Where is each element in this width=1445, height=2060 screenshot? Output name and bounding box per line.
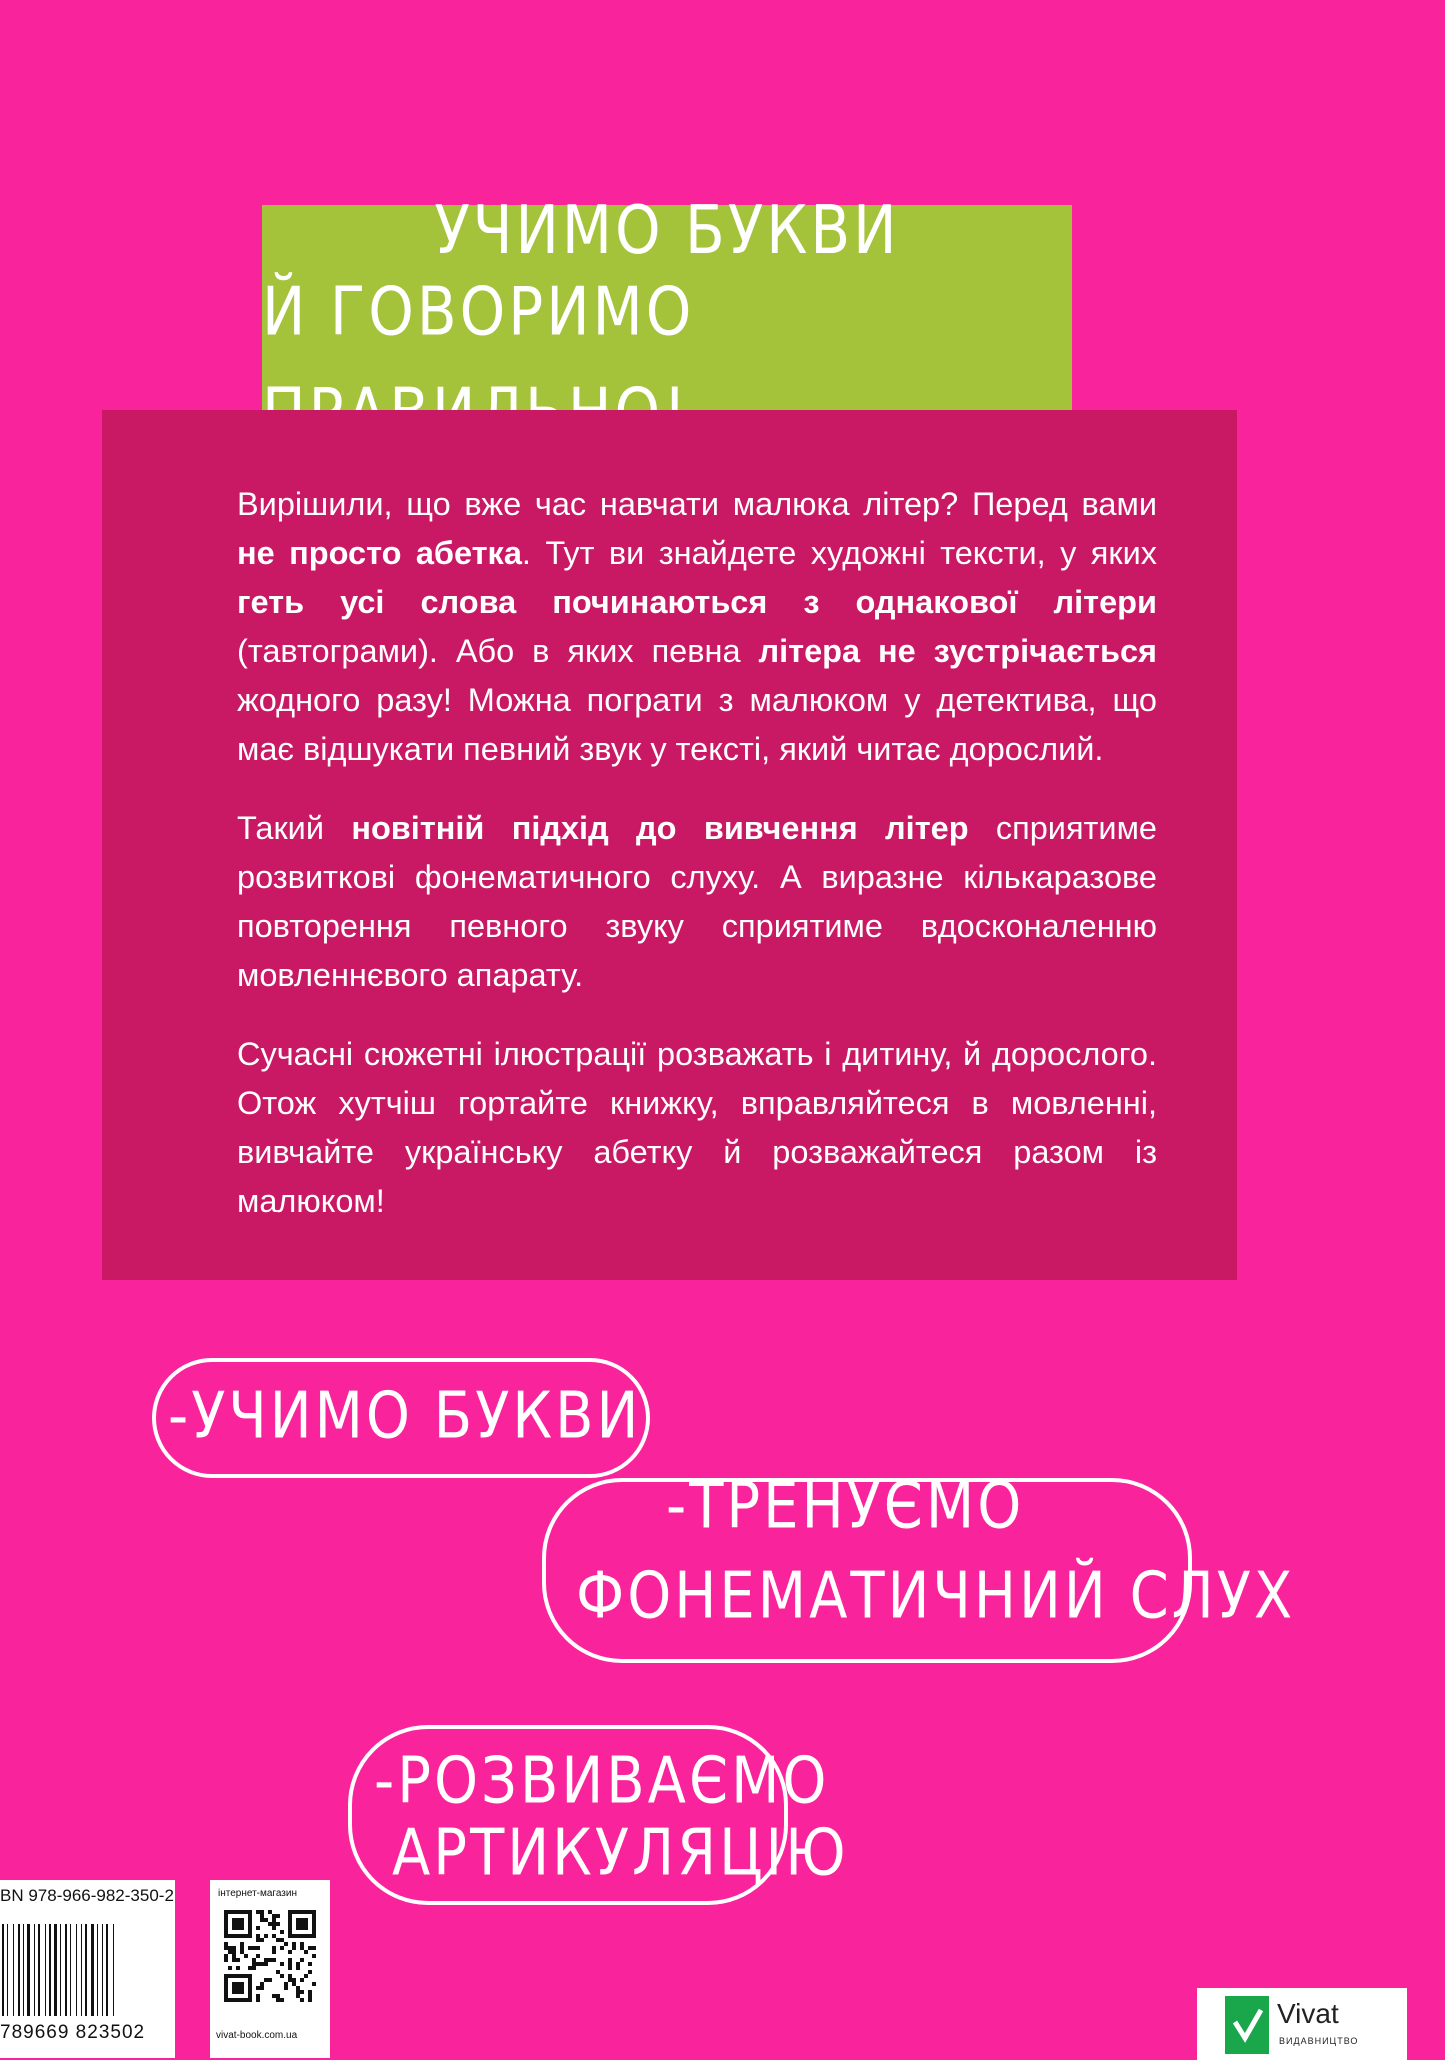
qr-module bbox=[300, 1942, 304, 1946]
qr-module bbox=[264, 1918, 268, 1922]
qr-module bbox=[232, 1958, 236, 1962]
barcode-bar bbox=[34, 1924, 35, 2016]
qr-module bbox=[260, 1938, 264, 1942]
isbn-number: BN 978-966-982-350-2 bbox=[0, 1886, 174, 1905]
qr-module bbox=[256, 1954, 260, 1958]
qr-module bbox=[312, 1982, 316, 1986]
text-run: Вирішили, що вже час навчати малюка літер? Перед вами bbox=[237, 486, 1157, 522]
qr-module bbox=[272, 1958, 276, 1962]
qr-module bbox=[232, 1954, 236, 1958]
qr-module bbox=[256, 1994, 260, 1998]
text-run: новітній підхід до вивчення літер bbox=[351, 810, 969, 846]
qr-module bbox=[256, 1910, 260, 1914]
barcode-bar bbox=[60, 1924, 61, 2016]
barcode-bar bbox=[23, 1924, 24, 2016]
qr-module bbox=[300, 1990, 304, 1994]
qr-module bbox=[272, 1918, 276, 1922]
vivat-logo-icon bbox=[1225, 1996, 1269, 2054]
qr-module bbox=[304, 1974, 308, 1978]
qr-module bbox=[296, 1966, 300, 1970]
qr-module bbox=[300, 1946, 304, 1950]
qr-module bbox=[244, 1954, 248, 1958]
qr-module bbox=[236, 1966, 240, 1970]
qr-finder bbox=[296, 1918, 308, 1930]
qr-module bbox=[256, 1938, 260, 1942]
text-run: жодного разу! Можна пограти з малюком у детектива, що має відшукати певний звук у тексті, який читає дорослий. bbox=[237, 682, 1157, 767]
qr-finder bbox=[232, 1918, 244, 1930]
qr-module bbox=[256, 1946, 260, 1950]
qr-module bbox=[288, 1978, 292, 1982]
qr-module bbox=[280, 1998, 284, 2002]
qr-module bbox=[224, 1958, 228, 1962]
feature-hearing-line-2: ФОНЕМАТИЧНИЙ СЛУХ bbox=[576, 1559, 1296, 1634]
publisher-logo bbox=[1197, 1988, 1407, 2060]
description-paragraph-1 bbox=[237, 480, 1157, 774]
barcode-bar bbox=[49, 1924, 51, 2016]
title-banner bbox=[262, 190, 1072, 430]
qr-module bbox=[264, 1978, 268, 1982]
banner-line-2: Й ГОВОРИМО bbox=[262, 271, 695, 350]
description-paragraph-2 bbox=[237, 804, 1157, 1000]
barcode-bar bbox=[27, 1924, 30, 2016]
qr-module bbox=[292, 1978, 296, 1982]
feature-letters-text: -УЧИМО БУКВИ bbox=[168, 1379, 642, 1454]
qr-module bbox=[296, 1986, 300, 1990]
qr-module bbox=[268, 1922, 272, 1926]
qr-module bbox=[280, 1938, 284, 1942]
qr-module bbox=[260, 1982, 264, 1986]
barcode-bar bbox=[85, 1924, 87, 2016]
barcode-bar bbox=[13, 1924, 14, 2016]
qr-module bbox=[292, 1942, 296, 1946]
qr-module bbox=[280, 1946, 284, 1950]
qr-module bbox=[276, 1922, 280, 1926]
qr-module bbox=[296, 1990, 300, 1994]
publisher-subtitle: ВИДАВНИЦТВО bbox=[1279, 2036, 1359, 2046]
barcode-bar bbox=[91, 1924, 94, 2016]
qr-finder bbox=[232, 1982, 244, 1994]
qr-module bbox=[288, 1958, 292, 1962]
qr-module bbox=[260, 1910, 264, 1914]
qr-module bbox=[284, 1942, 288, 1946]
barcode-bar bbox=[113, 1924, 114, 2016]
qr-module bbox=[272, 1950, 276, 1954]
text-run: сприятиме розвиткові фонематичного слуху. А виразне кількаразове повторення певного звуку сприятиме вдосконаленню мовленнєвого апарату. bbox=[237, 810, 1158, 993]
description-panel bbox=[102, 410, 1237, 1280]
qr-module bbox=[272, 1922, 276, 1926]
text-run: літера не зустрічається bbox=[758, 633, 1157, 669]
feature-pill-hearing bbox=[542, 1469, 1296, 1663]
qr-module bbox=[276, 1994, 280, 1998]
text-run: (тавтограми). Або в яких певна bbox=[237, 633, 759, 669]
qr-module bbox=[260, 1914, 264, 1918]
qr-module bbox=[252, 1946, 256, 1950]
barcode-bar bbox=[2, 1924, 4, 2016]
text-run: . Тут ви знайдете художні тексти, у яких bbox=[521, 535, 1157, 571]
qr-module bbox=[224, 1942, 228, 1946]
qr-code-icon bbox=[224, 1910, 316, 2002]
qr-module bbox=[240, 1946, 244, 1950]
qr-module bbox=[260, 1918, 264, 1922]
qr-module bbox=[284, 1986, 288, 1990]
qr-module bbox=[224, 1954, 228, 1958]
feature-articulation-line-1: -РОЗВИВАЄМО bbox=[374, 1744, 830, 1819]
barcode-bar bbox=[102, 1924, 103, 2016]
qr-module bbox=[276, 1938, 280, 1942]
qr-module bbox=[268, 1958, 272, 1962]
qr-module bbox=[272, 1994, 276, 1998]
qr-module bbox=[300, 1998, 304, 2002]
description-paragraph-3 bbox=[237, 1030, 1157, 1226]
qr-caption-top: інтернет-магазин bbox=[218, 1888, 298, 1899]
qr-module bbox=[240, 1942, 244, 1946]
qr-module bbox=[252, 1958, 256, 1962]
barcode-bar bbox=[18, 1924, 20, 2016]
qr-module bbox=[292, 1982, 296, 1986]
barcode-bar bbox=[70, 1924, 71, 2016]
qr-caption-bottom: vivat-book.com.ua bbox=[216, 2030, 298, 2041]
qr-module bbox=[252, 1966, 256, 1970]
qr-module bbox=[308, 1970, 312, 1974]
barcode-bar bbox=[7, 1924, 8, 2016]
qr-module bbox=[288, 1950, 292, 1954]
qr-module bbox=[260, 1962, 264, 1966]
qr-module bbox=[272, 1926, 276, 1930]
qr-module bbox=[260, 1986, 264, 1990]
qr-module bbox=[264, 1934, 268, 1938]
qr-module bbox=[304, 1950, 308, 1954]
qr-module bbox=[276, 1914, 280, 1918]
barcode-bar bbox=[81, 1924, 82, 2016]
qr-module bbox=[256, 1998, 260, 2002]
qr-module bbox=[296, 1994, 300, 1998]
qr-module bbox=[280, 1974, 284, 1978]
qr-module bbox=[288, 1966, 292, 1970]
qr-module bbox=[296, 1962, 300, 1966]
feature-articulation-line-2: АРТИКУЛЯЦІЮ bbox=[392, 1816, 849, 1891]
qr-module bbox=[288, 1974, 292, 1978]
qr-module bbox=[300, 1978, 304, 1982]
qr-module bbox=[268, 1910, 272, 1914]
qr-module bbox=[308, 1990, 312, 1994]
qr-module bbox=[284, 1982, 288, 1986]
qr-module bbox=[256, 1926, 260, 1930]
qr-module bbox=[276, 1970, 280, 1974]
qr-module bbox=[288, 1962, 292, 1966]
qr-module bbox=[280, 1930, 284, 1934]
text-run: Такий bbox=[237, 810, 352, 846]
qr-module bbox=[264, 1958, 268, 1962]
qr-module bbox=[264, 1962, 268, 1966]
qr-module bbox=[228, 1966, 232, 1970]
qr-module bbox=[268, 1978, 272, 1982]
isbn-barcode bbox=[0, 1880, 175, 2058]
qr-module bbox=[232, 1946, 236, 1950]
barcode-icon bbox=[0, 1924, 160, 2016]
feature-pill-letters bbox=[152, 1358, 650, 1478]
qr-block bbox=[210, 1880, 330, 2058]
feature-pill-articulation bbox=[348, 1725, 849, 1905]
text-run: не просто абетка bbox=[237, 535, 522, 571]
publisher-name: Vivat bbox=[1277, 1998, 1339, 2029]
text-run: геть усі слова починаються з однакової літери bbox=[237, 584, 1157, 620]
qr-module bbox=[300, 1958, 304, 1962]
banner-line-1: УЧИМО БУКВИ bbox=[434, 190, 900, 269]
feature-hearing-line-1: -ТРЕНУЄМО bbox=[666, 1469, 1025, 1544]
qr-module bbox=[256, 1962, 260, 1966]
text-run: Сучасні сюжетні ілюстрації розважать і дитину, й дорослого. Отож хутчіш гортайте книжку, вправляйтеся в мовленні, вивчайте українську абетку й розважайтеся разом із малюком! bbox=[237, 1036, 1157, 1219]
qr-module bbox=[308, 1994, 312, 1998]
barcode-bar bbox=[38, 1924, 40, 2016]
qr-module bbox=[272, 1934, 276, 1938]
qr-module bbox=[224, 1946, 228, 1950]
qr-module bbox=[236, 1958, 240, 1962]
qr-module bbox=[256, 1934, 260, 1938]
qr-module bbox=[272, 1914, 276, 1918]
qr-module bbox=[312, 1946, 316, 1950]
qr-module bbox=[312, 1954, 316, 1958]
qr-module bbox=[308, 1946, 312, 1950]
qr-module bbox=[228, 1946, 232, 1950]
barcode-bar bbox=[106, 1924, 108, 2016]
barcode-digits: 789669 823502 bbox=[0, 2022, 146, 2043]
qr-module bbox=[228, 1950, 232, 1954]
qr-module bbox=[232, 1950, 236, 1954]
qr-module bbox=[292, 1946, 296, 1950]
qr-module bbox=[248, 1966, 252, 1970]
qr-module bbox=[252, 1962, 256, 1966]
qr-module bbox=[308, 1962, 312, 1966]
qr-module bbox=[280, 1962, 284, 1966]
qr-module bbox=[256, 1986, 260, 1990]
barcode-bar bbox=[97, 1924, 98, 2016]
qr-module bbox=[308, 1998, 312, 2002]
qr-module bbox=[240, 1950, 244, 1954]
barcode-bar bbox=[54, 1924, 57, 2016]
barcode-bar bbox=[45, 1924, 46, 2016]
barcode-bar bbox=[65, 1924, 67, 2016]
qr-module bbox=[276, 1998, 280, 2002]
barcode-bar bbox=[76, 1924, 77, 2016]
qr-module bbox=[248, 1946, 252, 1950]
qr-module bbox=[272, 1946, 276, 1950]
